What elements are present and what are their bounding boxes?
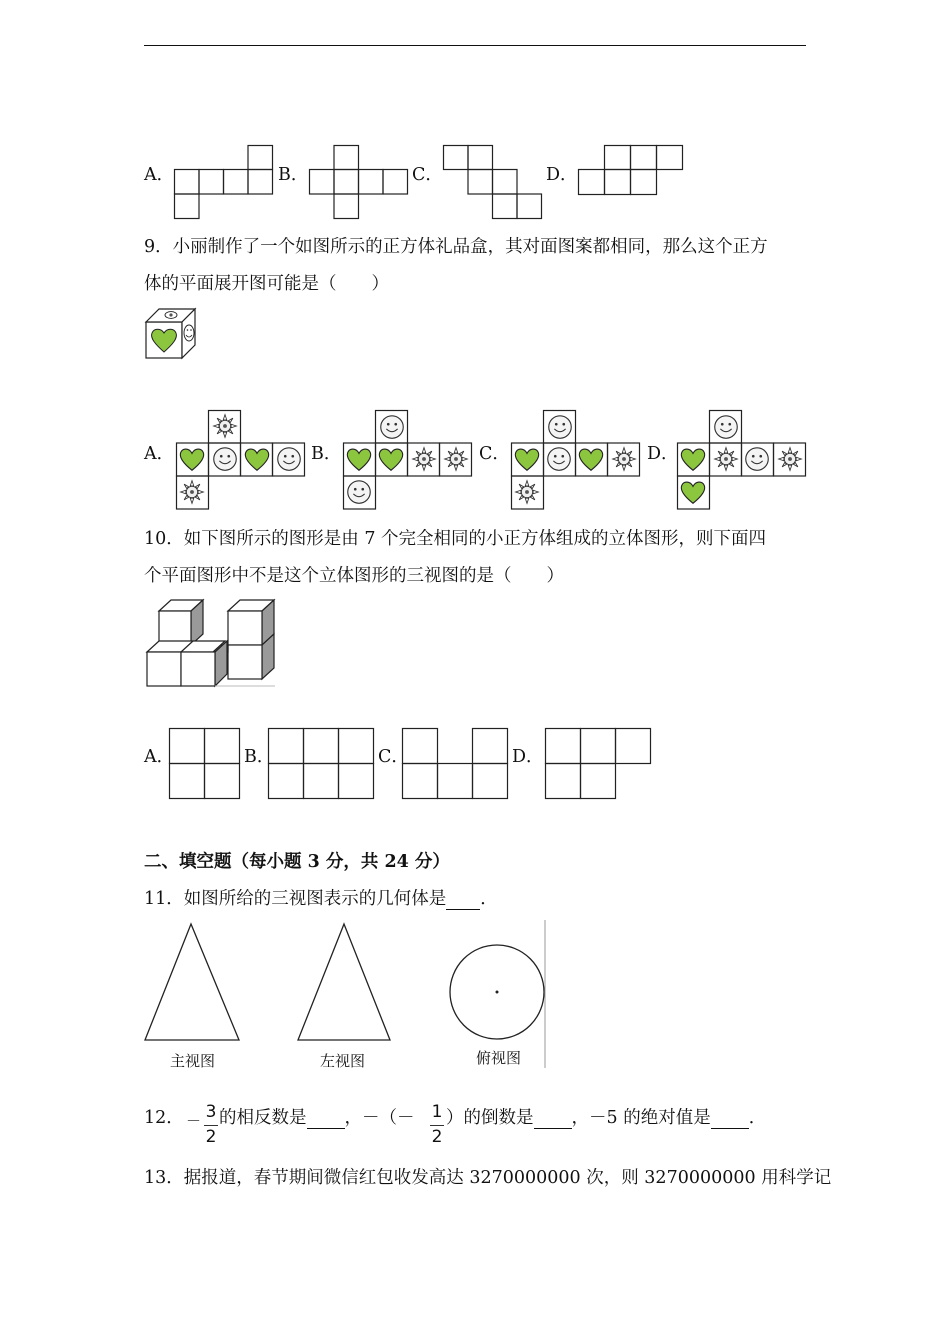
q12-text-2 <box>446 1108 766 1129</box>
side-view-triangle <box>296 922 396 1046</box>
q12-frac1-den: 2 <box>205 1127 217 1147</box>
q10-option-d-label: D． <box>512 747 544 767</box>
sun-icon <box>165 312 177 319</box>
q9-option-a-label: A． <box>144 444 175 464</box>
q11-blank[interactable] <box>446 889 480 910</box>
q8-net-a <box>174 145 276 221</box>
q12-minus: － <box>186 1112 202 1130</box>
q12-t3: ）的倒数是 <box>446 1108 534 1128</box>
q9-line2: 体的平面展开图可能是（ ） <box>144 274 389 294</box>
q10-line1: 10．如下图所示的图形是由 7 个完全相同的小正方体组成的立体图形，则下面四 <box>144 529 767 549</box>
q12-text <box>219 1108 415 1129</box>
q10-option-a-label: A． <box>144 747 175 767</box>
q8-net-c <box>443 145 543 221</box>
top-view-label: 俯视图 <box>476 1049 522 1067</box>
q12-number: 12． <box>144 1108 184 1128</box>
smiley-icon <box>184 325 194 341</box>
q8-option-b-label: B． <box>278 165 309 185</box>
q8-option-d-label: D． <box>546 165 578 185</box>
q12-frac2-den: 2 <box>431 1127 443 1147</box>
q9-option-b-label: B． <box>311 444 342 464</box>
q11-end: ． <box>480 889 498 909</box>
q8-option-c-label: C． <box>412 165 443 185</box>
cube-stack-figure <box>145 598 277 690</box>
q12-frac2-num: 1 <box>431 1102 443 1122</box>
header-rule <box>144 45 806 46</box>
q12-blank-1[interactable] <box>307 1108 345 1129</box>
q12-frac1-bar <box>204 1125 218 1126</box>
q10-line2: 个平面图形中不是这个立体图形的三视图的是（ ） <box>144 566 564 586</box>
q8-net-d <box>578 145 686 197</box>
q11-text: 11．如图所给的三视图表示的几何体是 <box>144 889 447 909</box>
section-2-title: 二、填空题（每小题 3 分，共 24 分） <box>144 852 450 872</box>
q12-blank-3[interactable] <box>711 1108 749 1129</box>
q10-view-c <box>402 728 510 800</box>
q12-t4: ，－5 的绝对值是 <box>571 1108 711 1128</box>
gift-box-cube <box>145 308 207 360</box>
q10-option-b-label: B． <box>244 747 275 767</box>
q9-net-d <box>677 410 809 512</box>
q9-net-c <box>511 410 643 512</box>
q12-end: ． <box>748 1108 767 1128</box>
q12-t1: 的相反数是 <box>219 1108 307 1128</box>
q12-frac1-num: 3 <box>205 1102 217 1122</box>
q9-option-c-label: C． <box>479 444 510 464</box>
q12-t2: ，－（－ <box>344 1108 415 1128</box>
q12-blank-2[interactable] <box>534 1108 572 1129</box>
q9-option-d-label: D． <box>647 444 679 464</box>
side-view-label: 左视图 <box>320 1052 366 1070</box>
q8-net-b <box>309 145 409 221</box>
q8-option-a-label: A． <box>144 165 175 185</box>
q13-line1: 13．据报道，春节期间微信红包收发高达 3270000000 次，则 3270000000 用科学记 <box>144 1168 832 1188</box>
q10-view-d <box>545 728 653 800</box>
q9-line1: 9．小丽制作了一个如图所示的正方体礼品盒，其对面图案都相同，那么这个正方 <box>144 237 768 257</box>
q10-view-b <box>268 728 376 800</box>
q9-net-b <box>343 410 475 512</box>
q12-frac2-bar <box>430 1125 444 1126</box>
front-view-label: 主视图 <box>170 1052 216 1070</box>
front-view-triangle <box>144 922 244 1046</box>
q11-question <box>144 889 498 910</box>
q10-view-a <box>169 728 241 800</box>
q10-option-c-label: C． <box>378 747 409 767</box>
q9-net-a <box>176 410 308 512</box>
